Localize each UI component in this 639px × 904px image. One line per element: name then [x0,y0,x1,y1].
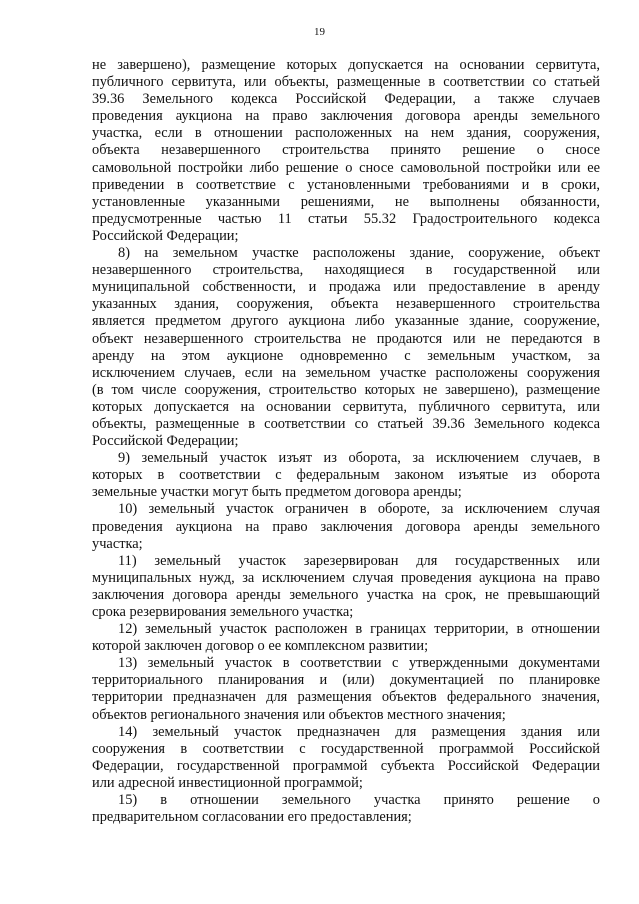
text-line: 10) земельный участок ограничен в обороте, за исключением случая [118,501,600,518]
text-line: земельные участки могут быть предметом договора аренды; [92,484,462,501]
text-line: незавершенного строительства, находящиеся в государственной или [92,262,600,279]
paragraph-item-12 [92,621,600,655]
text-line: 11) земельный участок зарезервирован для государственных или [118,552,600,569]
text-line: Российской Федерации; [92,227,239,244]
text-line: муниципальных нужд, за исключением случая проведения аукциона на право [92,569,600,586]
text-line: участка; [92,535,143,552]
text-line: самовольной постройки либо решение о сносе самовольной постройки или ее [92,159,600,176]
paragraph-continuation [92,57,600,245]
paragraph-item-9 [92,450,600,501]
text-line: участка, если в отношении расположенных на нем здания, сооружения, [92,125,600,142]
text-line: или адресной инвестиционной программой; [92,774,363,791]
document-body [92,57,600,826]
text-line: не завершено), размещение которых допускается на основании сервитута, [92,57,600,73]
text-line: (в том числе сооружения, строительство которых не завершено), размещение [92,381,600,398]
text-line: сооружения в соответствии с государственной программой Российской [92,740,600,757]
text-line: территории предназначен для размещения объектов федерального значения, [92,689,600,706]
text-line: исключением случаев, если на земельном участке расположены сооружения [92,364,600,381]
text-line: 15) в отношении земельного участка принято решение о [118,792,600,809]
text-line: 39.36 Земельного кодекса Российской Федерации, а также случаев [92,91,600,108]
text-line: Федерации, государственной программой субъекта Российской Федерации [92,757,600,774]
text-line: указанных здания, сооружения, объекта незавершенного строительства [92,296,600,313]
text-line: объекта незавершенного строительства принято решение о сносе [92,142,600,159]
page-number: 19 [314,26,325,38]
text-line: аренду на этом аукционе одновременно с земельным участком, за [92,347,600,364]
paragraph-item-11 [92,553,600,621]
text-line: заключения договора аренды земельного участка на срок, не превышающий [92,586,600,603]
text-line: объект незавершенного строительства не продаются или не передаются в [92,330,600,347]
text-line: объекты, размещенные в соответствии со статьей 39.36 Земельного кодекса [92,415,600,432]
text-line: 9) земельный участок изъят из оборота, за исключением случаев, в [118,450,600,467]
paragraph-item-14 [92,724,600,792]
text-line: объектов регионального значения или объектов местного значения; [92,706,506,723]
paragraph-item-13 [92,655,600,723]
text-line: предусмотренные частью 11 статьи 55.32 Градостроительного кодекса [92,210,600,227]
text-line: установленные указанными решениями, не выполнены обязанности, [92,193,600,210]
paragraph-item-15 [92,792,600,826]
text-line: которых в соответствии с федеральным законом изъятые из оборота [92,467,600,484]
text-line: территориального планирования и (или) документацией по планировке [92,672,600,689]
text-line: проведения аукциона на право заключения договора аренды земельного [92,108,600,125]
text-line: 14) земельный участок предназначен для размещения здания или [118,723,600,740]
text-line: публичного сервитута, или объекты, размещенные в соответствии со статьей [92,74,600,91]
text-line: 12) земельный участок расположен в границах территории, в отношении [118,621,600,638]
text-line: Российской Федерации; [92,433,239,450]
text-line: 13) земельный участок в соответствии с утвержденными документами [118,655,600,672]
text-line: предварительном согласовании его предоставления; [92,809,412,826]
text-line: является предметом другого аукциона либо указанные здание, сооружение, [92,313,600,330]
text-line: 8) на земельном участке расположены здание, сооружение, объект [118,245,600,262]
paragraph-item-10 [92,501,600,552]
text-line: проведения аукциона на право заключения договора аренды земельного [92,518,600,535]
text-line: которой заключен договор о ее комплексном развитии; [92,638,429,655]
paragraph-item-8 [92,245,600,450]
text-line: срока резервирования земельного участка; [92,604,354,620]
text-line: которых допускается на основании сервитута, публичного сервитута, или [92,398,600,415]
text-line: муниципальной собственности, и продажа или предоставление в аренду [92,279,600,296]
text-line: приведении в соответствие с установленными требованиями и в сроки, [92,176,600,193]
